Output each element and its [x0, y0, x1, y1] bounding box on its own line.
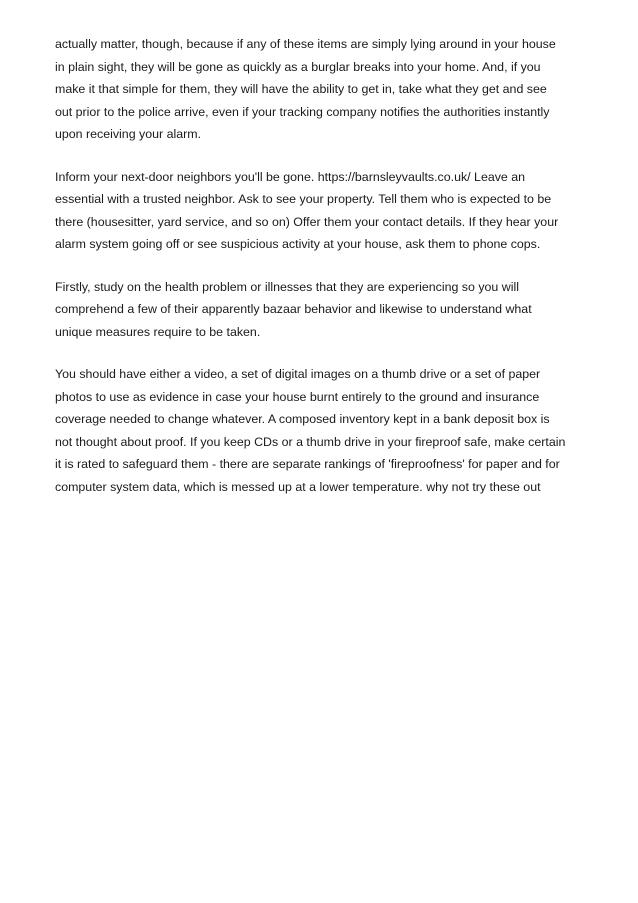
text-line: coverage needed to change whatever. A composed inventory kept in a bank deposit box is	[55, 412, 550, 426]
text-line: actually matter, though, because if any of these items are simply lying around in your house	[55, 37, 556, 51]
text-line: alarm system going off or see suspicious activity at your house, ask them to phone cops.	[55, 237, 541, 251]
text-line: in plain sight, they will be gone as quickly as a burglar breaks into your home. And, if you	[55, 59, 541, 74]
document-body	[55, 33, 590, 518]
text-line: essential with a trusted neighbor. Ask to see your property. Tell them who is expected to be	[55, 192, 552, 206]
text-line: comprehend a few of their apparently bazaar behavior and likewise to understand what	[55, 302, 532, 316]
text-line: not thought about proof. If you keep CDs or a thumb drive in your fireproof safe, make certain	[55, 434, 566, 449]
paragraph-4	[55, 363, 590, 498]
text-line: unique measures require to be taken.	[55, 324, 261, 339]
paragraph-3	[55, 276, 590, 344]
text-line: You should have either a video, a set of digital images on a thumb drive or a set of paper	[55, 367, 541, 381]
text-line: computer system data, which is messed up at a lower temperature. why not try these out	[55, 479, 541, 494]
text-line: Firstly, study on the health problem or illnesses that they are experiencing so you will	[55, 279, 519, 294]
paragraph-2	[55, 166, 590, 256]
paragraph-1	[55, 33, 590, 146]
text-line: it is rated to safeguard them - there are separate rankings of 'fireproofness' for paper and for	[55, 457, 560, 471]
text-line: there (housesitter, yard service, and so on) Offer them your contact details. If they hear your	[55, 214, 559, 229]
text-line: out prior to the police arrive, even if your tracking company notifies the authorities instantly	[55, 104, 550, 119]
text-line: photos to use as evidence in case your house burnt entirely to the ground and insurance	[55, 389, 540, 404]
text-line: upon receiving your alarm.	[55, 127, 202, 141]
text-line: make it that simple for them, they will have the ability to get in, take what they get and see	[55, 82, 547, 96]
text-line: Inform your next-door neighbors you'll be gone. https://barnsleyvaults.co.uk/ Leave an	[55, 169, 526, 184]
